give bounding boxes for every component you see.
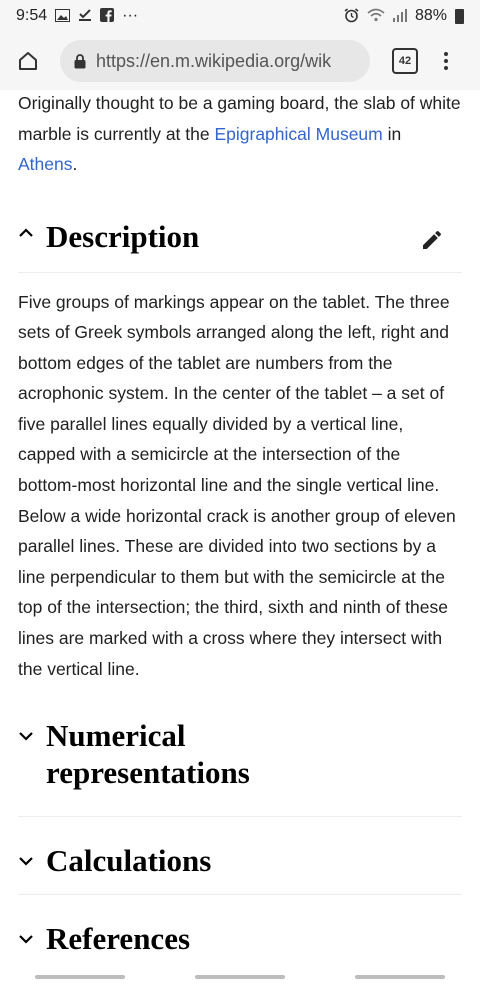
- home-button[interactable]: [10, 43, 46, 79]
- wifi-icon: [367, 8, 385, 24]
- home-icon: [17, 50, 39, 72]
- menu-dot-icon: [444, 59, 448, 63]
- status-right: [344, 7, 464, 25]
- battery-icon: [455, 9, 464, 24]
- overflow-menu-button[interactable]: [436, 52, 456, 70]
- status-left: [16, 7, 138, 25]
- chevron-down-icon: [18, 717, 46, 742]
- back-nav-button[interactable]: [355, 975, 445, 979]
- epigraphical-museum-link[interactable]: Epigraphical Museum: [214, 123, 383, 144]
- browser-toolbar: [0, 32, 480, 90]
- address-bar[interactable]: [60, 40, 370, 82]
- chevron-down-icon: [18, 920, 46, 945]
- article-content: [18, 90, 462, 965]
- intro-text: in: [382, 123, 402, 144]
- menu-dot-icon: [444, 66, 448, 70]
- section-title-numerical-representations: [46, 717, 250, 791]
- lock-icon: [74, 54, 86, 69]
- url-text: https://en.m.wikipedia.org/wik: [96, 50, 332, 71]
- status-time: 9:54: [16, 7, 48, 24]
- gallery-notification-icon: [55, 9, 70, 24]
- chevron-up-icon: [18, 218, 46, 238]
- home-nav-button[interactable]: [195, 975, 285, 979]
- menu-dot-icon: [444, 52, 448, 56]
- section-header-references[interactable]: [18, 895, 462, 965]
- intro-text: Originally thought to be a gaming board, the slab of white marble is currently at the: [18, 93, 461, 144]
- tab-switcher-button[interactable]: 42: [392, 48, 418, 74]
- edit-pencil-icon[interactable]: [420, 228, 444, 257]
- athens-link[interactable]: Athens: [18, 154, 73, 174]
- system-nav-bar: [0, 968, 480, 986]
- section-title-references: References: [46, 921, 191, 957]
- description-paragraph: Five groups of markings appear on the tablet. The three sets of Greek symbols arranged along the left, right and bottom edges of the tablet are numbers from the acrophonic system. In the center of the tablet – a set of five parallel lines equally divided by a vertical line, capped with a semicircle at the intersection of the bottom-most horizontal line and the single vertical line. Below a wide horizontal crack is another group of eleven parallel lines. These are divided into two sections by a line perpendicular to them but with the semicircle at the top of the intersection; the third, sixth and ninth of these lines are marked with a cross where they intersect with the vertical line.: [18, 291, 456, 679]
- section-title-line: Numerical: [46, 718, 186, 754]
- status-bar: [0, 0, 480, 32]
- section-header-numerical-representations[interactable]: [18, 717, 462, 817]
- section-title-calculations: Calculations: [46, 843, 212, 879]
- battery-percent: 88%: [414, 7, 447, 24]
- section-header-calculations[interactable]: [18, 817, 462, 895]
- facebook-notification-icon: [100, 8, 114, 24]
- intro-text: .: [72, 154, 78, 174]
- intro-paragraph: [18, 88, 462, 180]
- section-header-description[interactable]: [18, 210, 462, 273]
- section-title-description: Description: [46, 218, 200, 254]
- section-title-line: representations: [46, 755, 250, 791]
- recent-apps-button[interactable]: [35, 975, 125, 979]
- alarm-icon: [344, 8, 359, 25]
- download-done-icon: [78, 8, 92, 24]
- signal-icon: [393, 9, 407, 24]
- chevron-down-icon: [18, 842, 46, 867]
- more-notifications-icon: ···: [122, 7, 139, 24]
